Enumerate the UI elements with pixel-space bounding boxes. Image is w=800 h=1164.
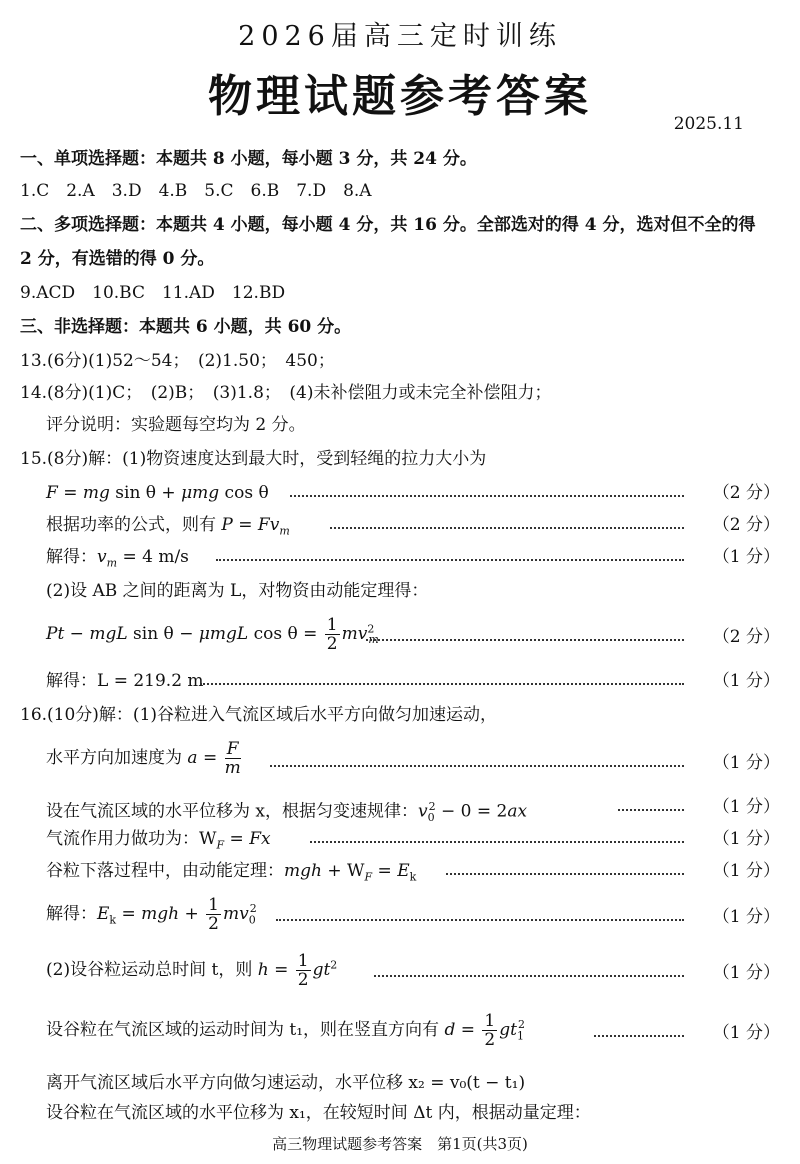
points-label: （1 分） <box>712 907 780 927</box>
q16-work-equation: 气流作用力做功为：$W_F = Fx$ <box>46 829 271 852</box>
q16-energy-equation: 谷粒下落过程中，由动能定理：mgh + $W_F = E_k$ <box>46 861 417 884</box>
points-label: （2 分） <box>712 627 780 647</box>
section3-heading: 三、非选择题：本题共 6 小题，共 60 分。 <box>20 317 352 337</box>
q16-t1-equation: 设谷粒在气流区域的运动时间为 t₁，则在竖直方向有 d = $\frac{1}{2}$ $gt_1^2$ <box>46 1011 525 1050</box>
points-label: （2 分） <box>712 515 780 535</box>
q16-ek-equation: 解得：$E_k$ = mgh + $\frac{1}{2}$ $mv_0^2$ <box>46 895 257 934</box>
section1-heading: 一、单项选择题：本题共 8 小题，每小题 3 分，共 24 分。 <box>20 149 477 169</box>
points-label: （1 分） <box>712 963 780 983</box>
exam-series-title: 2026届高三定时训练 <box>238 21 562 52</box>
page-footer: 高三物理试题参考答案 第1页(共3页) <box>272 1135 528 1153</box>
q15-intro: 15.(8分)解：(1)物资速度达到最大时，受到轻绳的拉力大小为 <box>20 449 487 469</box>
points-label: （1 分） <box>712 753 780 773</box>
leader-dots <box>618 809 684 811</box>
q15-vm-result: 解得：$v_m = 4$ m/s <box>46 547 189 570</box>
leader-dots <box>270 765 684 767</box>
section2-answers: 9.ACD 10.BC 11.AD 12.BD <box>20 283 286 303</box>
leader-dots <box>200 683 684 685</box>
q16-x1: 设谷粒在气流区域的水平位移为 x₁，在较短时间 Δt 内，根据动量定理： <box>46 1103 591 1123</box>
leader-dots <box>374 975 684 977</box>
leader-dots <box>290 495 684 497</box>
q16-intro: 16.(10分)解：(1)谷粒进入气流区域后水平方向做匀加速运动， <box>20 705 498 725</box>
q15-power-equation: 根据功率的公式，则有 $P = Fv_m$ <box>46 515 290 538</box>
q15-force-equation: F = mg sin θ + μmg cos θ <box>46 483 269 503</box>
section1-answers: 1.C 2.A 3.D 4.B 5.C 6.B 7.D 8.A <box>20 181 372 201</box>
points-label: （1 分） <box>712 547 780 567</box>
q15-length-result: 解得：L = 219.2 m <box>46 671 204 691</box>
points-label: （1 分） <box>712 1023 780 1043</box>
page-title: 物理试题参考答案 <box>208 71 592 122</box>
q16-accel-equation: 水平方向加速度为 a = $\frac{F}{m}$ <box>46 739 241 778</box>
points-label: （1 分） <box>712 671 780 691</box>
leader-dots <box>310 841 684 843</box>
leader-dots <box>594 1035 684 1037</box>
points-label: （1 分） <box>712 829 780 849</box>
points-label: （1 分） <box>712 861 780 881</box>
section2-heading-line1: 二、多项选择题：本题共 4 小题，每小题 4 分，共 16 分。全部选对的得 4 分，选对但不全的得 <box>20 215 756 235</box>
q14-note: 评分说明：实验题每空均为 2 分。 <box>46 415 306 435</box>
leader-dots <box>330 527 684 529</box>
points-label: （1 分） <box>712 797 780 817</box>
leader-dots <box>216 559 684 561</box>
exam-date: 2025.11 <box>673 114 744 134</box>
q14-answer: 14.(8分)(1)C； (2)B； (3)1.8； (4)未补偿阻力或未完全补偿阻力； <box>20 383 552 403</box>
leader-dots <box>446 873 684 875</box>
points-label: （2 分） <box>712 483 780 503</box>
leader-dots <box>276 919 684 921</box>
q16-x2: 离开气流区域后水平方向做匀速运动，水平位移 x₂ = v₀(t − t₁) <box>46 1073 526 1093</box>
section2-heading-line2: 2 分，有选错的得 0 分。 <box>20 249 215 269</box>
leader-dots <box>366 639 684 641</box>
q15-energy-equation: Pt − mgL sin θ − μmgL cos θ = $\frac{1}{2}$ $mv^2_m$ <box>46 615 379 654</box>
q15-part2: (2)设 AB 之间的距离为 L，对物资由动能定理得： <box>46 581 429 601</box>
q13-answer: 13.(6分)(1)52～54； (2)1.50； 450； <box>20 351 335 371</box>
q16-displacement-equation: 设在气流区域的水平位移为 x，根据匀变速规律：$v_0^2 - 0 = 2ax$ <box>46 800 528 825</box>
q16-time-equation: (2)设谷粒运动总时间 t，则 h = $\frac{1}{2}$ $gt^2$ <box>46 951 338 990</box>
